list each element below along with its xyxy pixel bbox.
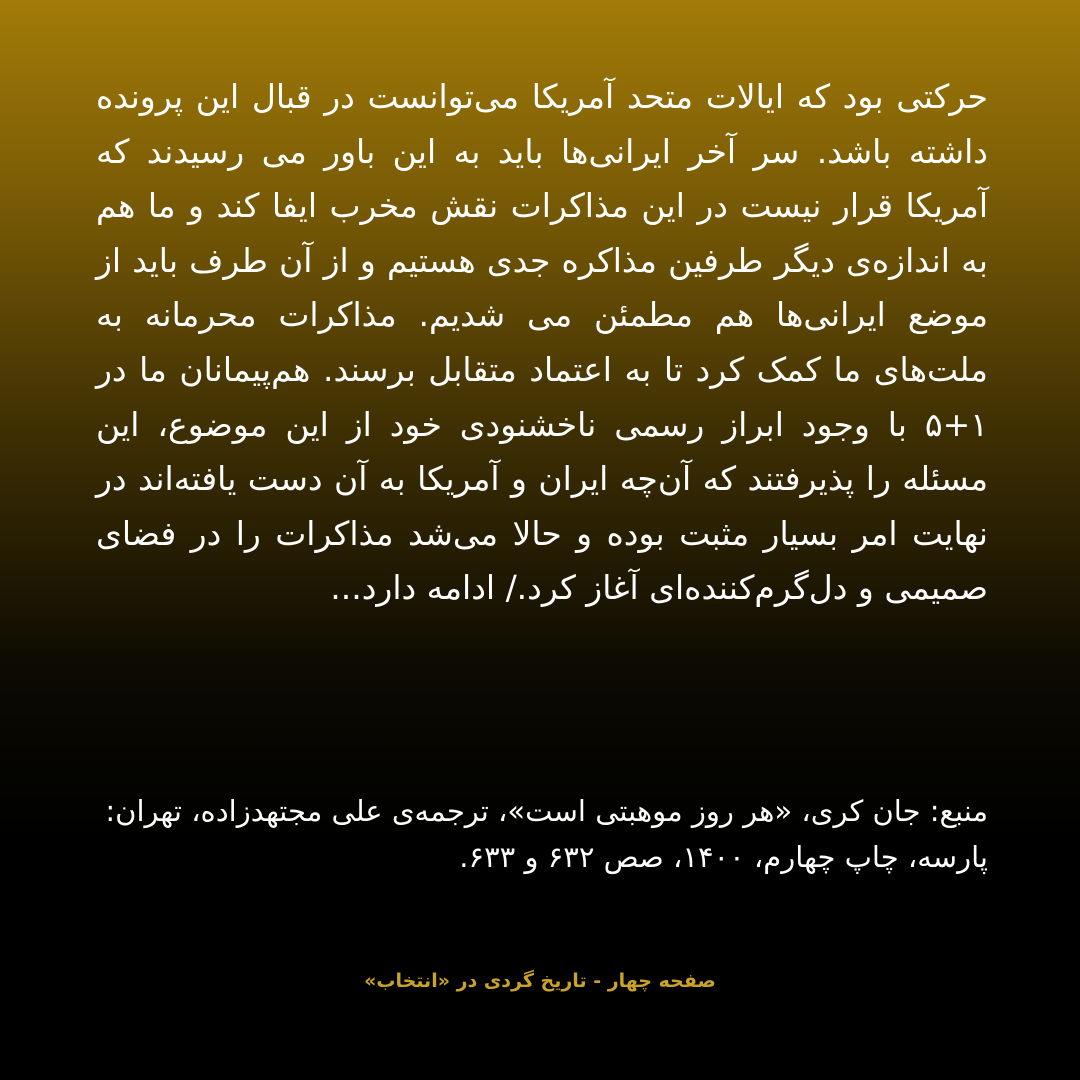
article-body: حرکتی بود که ایالات متحد آمریکا می‌توانست در قبال این پرونده داشته باشد. سر آخر ایرانی‌ها باید به این باور می رسیدند که آمریکا قرار نیست در این مذاکرات نقش مخرب ایفا کند و ما هم به اندازه‌ی دیگر طرفین مذاکره جدی هستیم و از آن طرف باید از موضع ایرانی‌ها هم مطمئن می شدیم. مذاکرات محرمانه به ملت‌های ما کمک کرد تا به اعتماد متقابل برسند. هم‌پیمانان ما در ۱+۵ با وجود ابراز رسمی ناخشنودی خود از این موضوع، این مسئله را پذیرفتند که آن‌چه ایران و آمریکا به آن دست یافته‌اند در نهایت امر بسیار مثبت بوده و حالا می‌شد مذاکرات را در فضای صمیمی و دل‌گرم‌کننده‌ای آغاز کرد./ ادامه دارد... bbox=[96, 77, 988, 608]
footer-label: صفحه چهار - تاریخ گردی در «انتخاب» bbox=[364, 970, 716, 992]
source-citation: منبع: جان کری، «هر روز موهبتی است»، ترجمه‌ی علی مجتهدزاده، تهران: پارسه، چاپ چهارم، ۱۴۰۰، صص ۶۳۲ و ۶۳۳. bbox=[105, 794, 988, 874]
